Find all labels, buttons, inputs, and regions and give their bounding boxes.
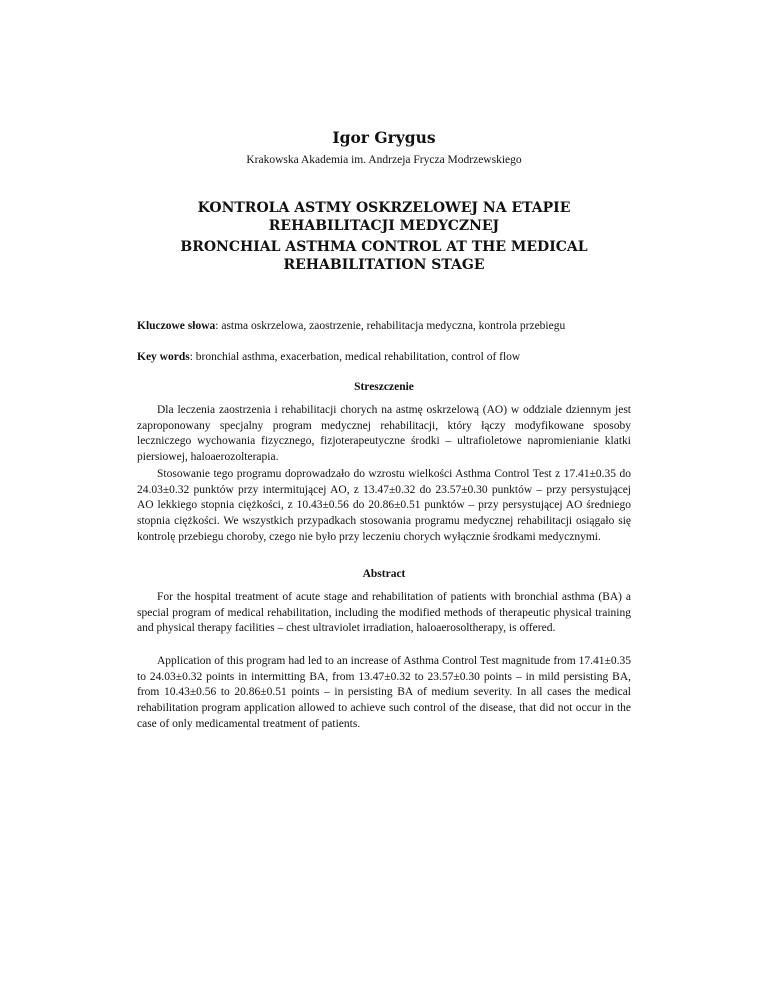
title-polish-line-2: REHABILITACJI MEDYCZNEJ <box>268 218 500 234</box>
author-name: Igor Grygus <box>332 128 436 147</box>
keywords-polish <box>137 319 631 335</box>
title-english-line-1: BRONCHIAL ASTHMA CONTROL AT THE MEDICAL <box>180 239 588 255</box>
title-polish-line-1: KONTROLA ASTMY OSKRZELOWEJ NA ETAPIE <box>197 200 571 216</box>
abstract-paragraph-1: For the hospital treatment of acute stage and rehabilitation of patients with bronchial asthma (BA) a special program of medical rehabilitation, including the modified methods of therapeutic physical training and physical therapy facilities – chest ultraviolet irradiation, haloaerosoltherapy, is offered. <box>137 591 631 635</box>
title-english-line-2: REHABILITATION STAGE <box>283 257 485 273</box>
abstract-paragraph-2: Application of this program had led to an increase of Asthma Control Test magnitude from 17.41±0.35 to 24.03±0.32 points in intermitting BA, from 13.47±0.32 to 23.57±0.30 points – in mild persisting BA, from 10.43±0.56 to 20.86±0.51 points – in persisting BA of medium severity. In all cases the medical rehabilitation program application allowed to achieve such control of the disease, that did not occur in the case of only medicamental treatment of patients. <box>137 655 631 730</box>
keywords-polish-label: Kluczowe słowa <box>137 320 216 332</box>
title-english <box>137 238 631 274</box>
summary-polish-paragraph-1: Dla leczenia zaostrzenia i rehabilitacji chorych na astmę oskrzelową (AO) w oddziale dziennym jest zaproponowany specjalny program medycznej rehabilitacji, który łączy modyfikowane sposoby leczniczego wychowania fizycznego, fizjoterapeutyczne środki – ultrafioletowe napromienianie klatki piersiowej, haloaerozolterapia. <box>137 404 631 464</box>
title-polish <box>137 199 631 235</box>
author-affiliation: Krakowska Akademia im. Andrzeja Frycza Modrzewskiego <box>246 154 522 166</box>
keywords-polish-text: : astma oskrzelowa, zaostrzenie, rehabilitacja medyczna, kontrola przebiegu <box>215 320 566 332</box>
summary-polish-paragraph-2: Stosowanie tego programu doprowadzało do wzrostu wielkości Asthma Control Test z 17.41±0.35 do 24.03±0.32 punktów przy intermitującej AO, z 13.47±0.32 do 23.57±0.30 punktów – przy persystującej AO lekkiego stopnia ciężkości, z 10.43±0.56 do 20.86±0.51 punktów – przy persystującej AO średniego stopnia ciężkości. We wszystkich przypadkach stosowania programu medycznej rehabilitacji osiągało się kontrolę przebiegu choroby, czego nie było przy leczeniu chorych wyłącznie środkami medycznymi. <box>137 468 631 543</box>
abstract-heading: Abstract <box>362 568 406 580</box>
keywords-english <box>137 350 631 366</box>
summary-polish-heading: Streszczenie <box>354 381 414 393</box>
keywords-english-text: : bronchial asthma, exacerbation, medical rehabilitation, control of flow <box>189 351 521 363</box>
keywords-english-label: Key words <box>137 351 190 363</box>
